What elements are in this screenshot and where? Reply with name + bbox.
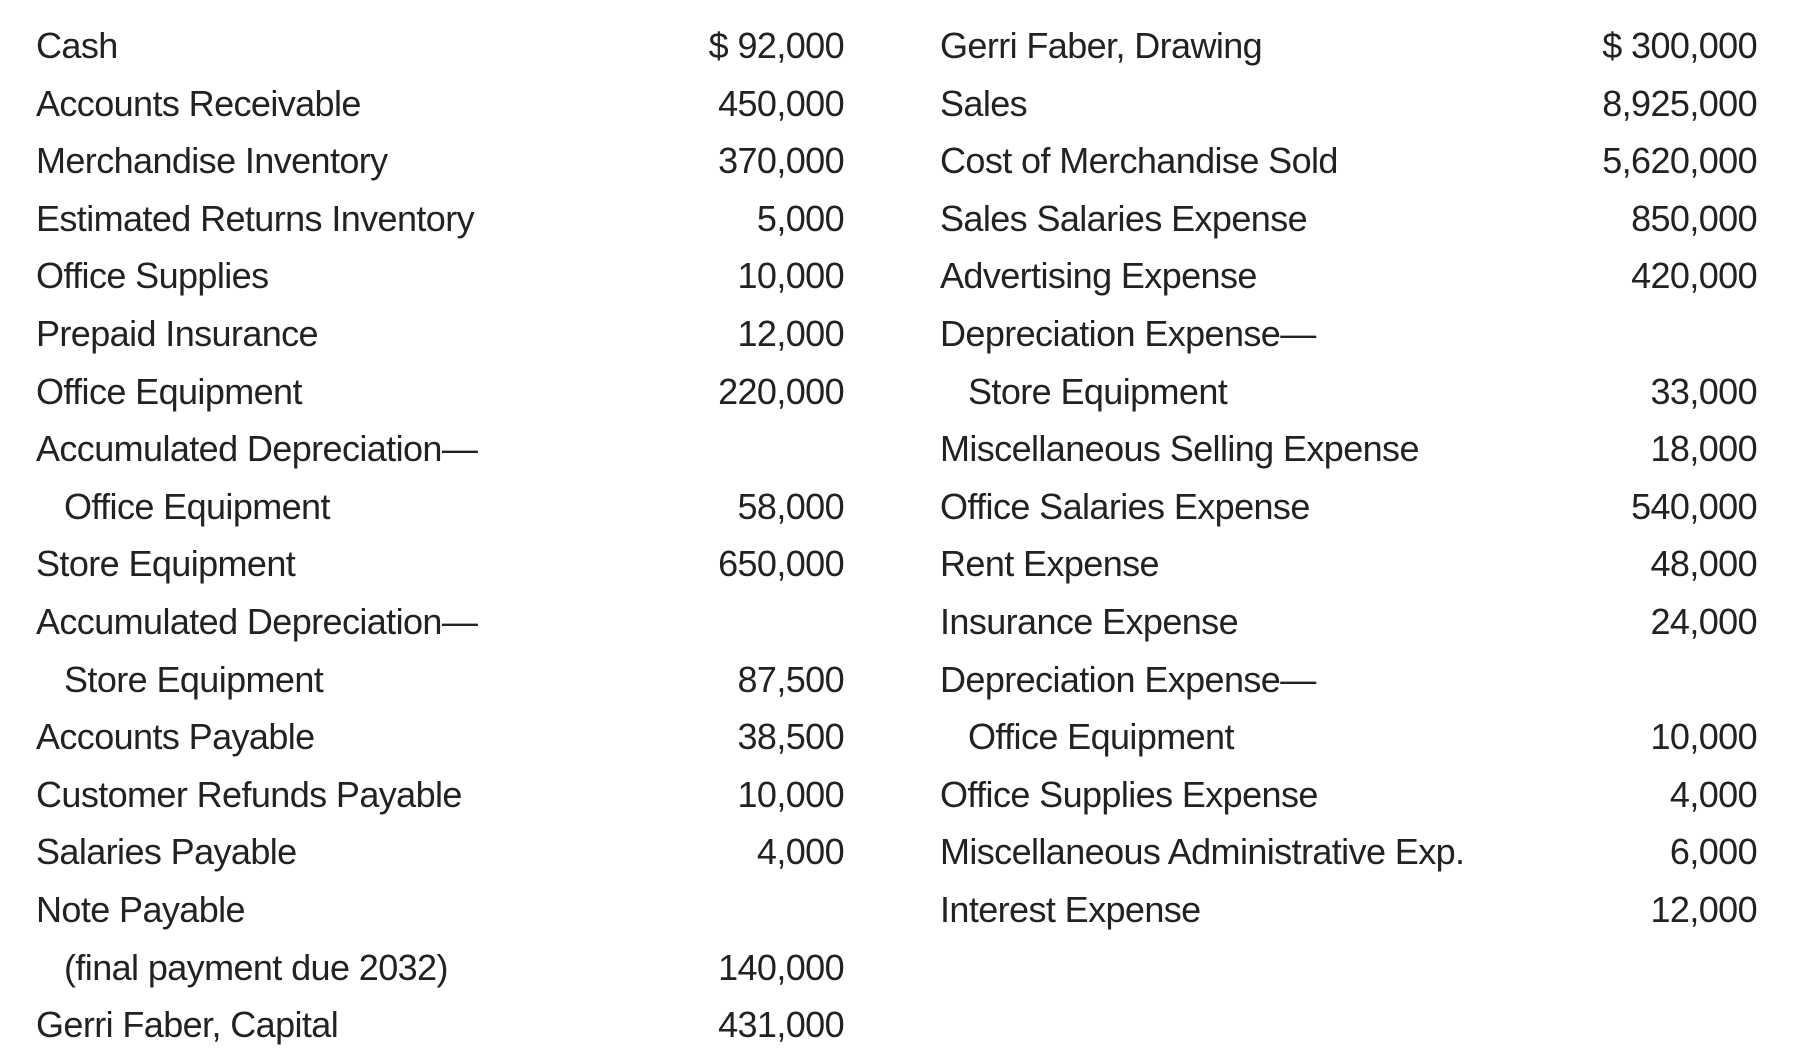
account-amount: 10,000 xyxy=(737,255,844,297)
account-row xyxy=(36,420,844,478)
account-name: Customer Refunds Payable xyxy=(36,773,462,815)
account-amount: 12,000 xyxy=(1650,888,1757,930)
account-row xyxy=(940,593,1757,651)
account-row xyxy=(36,996,844,1054)
account-name: Insurance Expense xyxy=(940,600,1238,642)
account-row xyxy=(940,75,1757,133)
account-row xyxy=(36,132,844,190)
account-row xyxy=(940,420,1757,478)
account-name: Accumulated Depreciation— xyxy=(36,600,478,642)
account-row xyxy=(940,766,1757,824)
account-row xyxy=(940,305,1757,363)
account-amount: 140,000 xyxy=(718,946,844,988)
account-name: Prepaid Insurance xyxy=(36,312,318,354)
account-amount: 5,000 xyxy=(756,197,844,239)
account-name: Sales Salaries Expense xyxy=(940,197,1308,239)
account-amount: 4,000 xyxy=(756,831,844,873)
account-name: Office Supplies xyxy=(36,255,269,297)
account-amount: 4,000 xyxy=(1669,773,1757,815)
account-name: Accumulated Depreciation— xyxy=(36,428,478,470)
account-name: Store Equipment xyxy=(36,543,296,585)
account-row xyxy=(940,17,1757,75)
account-row xyxy=(36,305,844,363)
account-name: Miscellaneous Administrative Exp. xyxy=(940,831,1465,873)
account-name: Office Salaries Expense xyxy=(940,485,1310,527)
account-row xyxy=(940,651,1757,709)
account-name: (final payment due 2032) xyxy=(64,946,448,988)
account-name: Merchandise Inventory xyxy=(36,140,388,182)
account-name: Interest Expense xyxy=(940,888,1201,930)
account-row xyxy=(36,823,844,881)
account-name: Office Equipment xyxy=(968,716,1234,758)
account-row xyxy=(36,766,844,824)
account-amount: 370,000 xyxy=(718,140,844,182)
account-row xyxy=(36,593,844,651)
account-name: Note Payable xyxy=(36,888,245,930)
account-name: Office Supplies Expense xyxy=(940,773,1318,815)
account-name: Store Equipment xyxy=(968,370,1228,412)
right-account-column xyxy=(940,17,1757,939)
account-row xyxy=(36,478,844,536)
account-row xyxy=(36,651,844,709)
account-row xyxy=(36,708,844,766)
account-row xyxy=(36,535,844,593)
account-amount: 48,000 xyxy=(1650,543,1757,585)
account-amount: 431,000 xyxy=(718,1004,844,1046)
account-name: Estimated Returns Inventory xyxy=(36,197,475,239)
account-amount: 850,000 xyxy=(1631,197,1757,239)
account-name: Salaries Payable xyxy=(36,831,297,873)
account-row xyxy=(36,190,844,248)
account-amount: 540,000 xyxy=(1631,485,1757,527)
account-amount: 5,620,000 xyxy=(1602,140,1757,182)
account-row xyxy=(940,363,1757,421)
account-row xyxy=(940,190,1757,248)
account-row xyxy=(940,535,1757,593)
account-amount: $ 300,000 xyxy=(1602,25,1757,66)
account-amount: 33,000 xyxy=(1650,370,1757,412)
account-amount: 220,000 xyxy=(718,370,844,412)
account-name: Advertising Expense xyxy=(940,255,1257,297)
account-name: Miscellaneous Selling Expense xyxy=(940,428,1419,470)
account-amount: 18,000 xyxy=(1650,428,1757,470)
account-row xyxy=(940,708,1757,766)
account-amount: 6,000 xyxy=(1669,831,1757,873)
left-account-column xyxy=(36,17,844,1054)
account-amount: 38,500 xyxy=(737,716,844,758)
account-amount: 8,925,000 xyxy=(1602,82,1757,124)
account-amount: 10,000 xyxy=(737,773,844,815)
account-amount: $ 92,000 xyxy=(708,25,844,66)
account-name: Cost of Merchandise Sold xyxy=(940,140,1338,182)
account-amount: 420,000 xyxy=(1631,255,1757,297)
account-name: Accounts Receivable xyxy=(36,82,361,124)
account-name: Gerri Faber, Capital xyxy=(36,1004,339,1046)
account-amount: 12,000 xyxy=(737,312,844,354)
account-name: Office Equipment xyxy=(36,370,302,412)
account-amount: 24,000 xyxy=(1650,600,1757,642)
account-row xyxy=(36,75,844,133)
account-row xyxy=(940,881,1757,939)
account-name: Sales xyxy=(940,82,1028,124)
account-name: Office Equipment xyxy=(64,485,330,527)
account-amount: 650,000 xyxy=(718,543,844,585)
account-row xyxy=(36,247,844,305)
account-row xyxy=(940,823,1757,881)
account-amount: 10,000 xyxy=(1650,716,1757,758)
account-row xyxy=(36,881,844,939)
account-amount: 58,000 xyxy=(737,485,844,527)
account-amount: 87,500 xyxy=(737,658,844,700)
account-row xyxy=(36,939,844,997)
account-name: Store Equipment xyxy=(64,658,324,700)
account-name: Depreciation Expense— xyxy=(940,658,1316,700)
account-name: Depreciation Expense— xyxy=(940,312,1316,354)
account-amount: 450,000 xyxy=(718,82,844,124)
account-row xyxy=(940,478,1757,536)
account-row xyxy=(940,132,1757,190)
account-row xyxy=(940,247,1757,305)
account-name: Gerri Faber, Drawing xyxy=(940,25,1263,66)
account-name: Rent Expense xyxy=(940,543,1159,585)
account-name: Accounts Payable xyxy=(36,716,315,758)
account-row xyxy=(36,363,844,421)
account-name: Cash xyxy=(36,25,118,66)
account-row xyxy=(36,17,844,75)
